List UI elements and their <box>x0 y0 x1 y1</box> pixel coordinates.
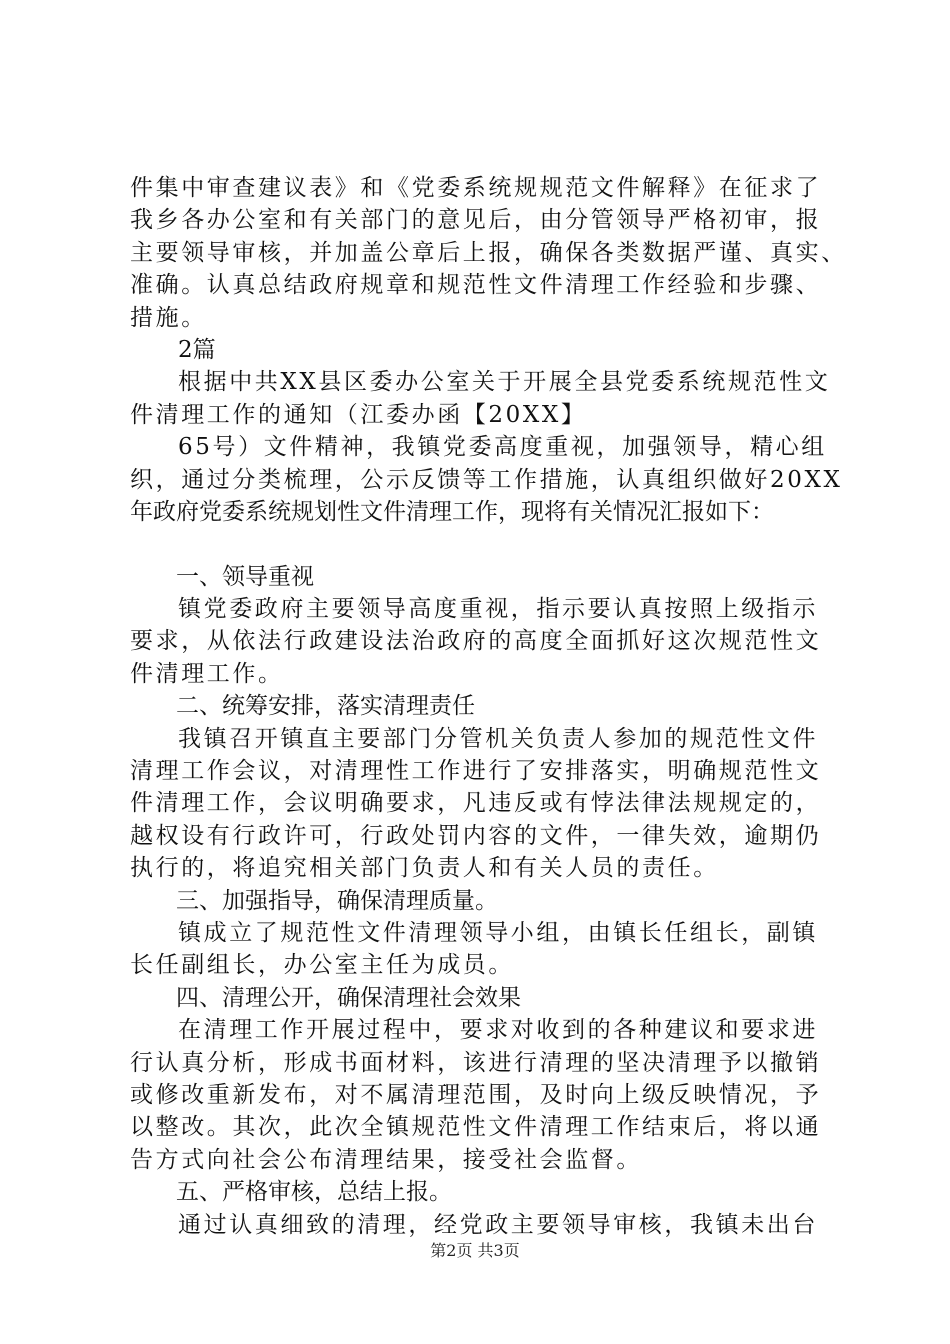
section-heading: 三、加强指导，确保清理质量。 <box>176 887 498 914</box>
paragraph-start: 我镇召开镇直主要部门分管机关负责人参加的规范性文件 <box>178 725 818 752</box>
blank-line <box>130 528 830 560</box>
page-number-footer: 第2页 共3页 <box>430 1241 520 1260</box>
text-line: 件清理工作，会议明确要求，凡违反或有悖法律法规规定的， <box>130 790 822 817</box>
section-heading: 2篇 <box>178 336 216 363</box>
text-line: 长任副组长，办公室主任为成员。 <box>130 952 514 979</box>
text-line: 要求，从依法行政建设法治政府的高度全面抓好这次规范性文 <box>130 628 822 655</box>
paragraph-start: 在清理工作开展过程中，要求对收到的各种建议和要求进 <box>178 1017 818 1044</box>
paragraph-start: 镇成立了规范性文件清理领导小组，由镇长任组长，副镇 <box>178 919 818 946</box>
text-line: 措施。 <box>130 304 207 331</box>
section-heading: 一、领导重视 <box>176 563 314 590</box>
text-line: 准确。认真总结政府规章和规范性文件清理工作经验和步骤、 <box>130 272 822 299</box>
text-line: 告方式向社会公布清理结果，接受社会监督。 <box>130 1146 642 1173</box>
text-line: 执行的，将追究相关部门负责人和有关人员的责任。 <box>130 855 719 882</box>
text-line: 或修改重新发布，对不属清理范围，及时向上级反映情况，予 <box>130 1081 822 1108</box>
text-line: 织，通过分类梳理，公示反馈等工作措施，认真组织做好20XX <box>130 466 843 493</box>
paragraph-start: 镇党委政府主要领导高度重视，指示要认真按照上级指示 <box>178 596 818 623</box>
text-line: 件清理工作。 <box>130 660 284 687</box>
document-body <box>130 172 847 1241</box>
paragraph-start: 通过认真细致的清理，经党政主要领导审核，我镇未出台 <box>178 1211 818 1238</box>
text-line: 件清理工作的通知（江委办函【20XX】 <box>130 401 587 428</box>
text-line: 65号）文件精神，我镇党委高度重视，加强领导，精心组 <box>178 434 827 461</box>
section-heading: 二、统筹安排，落实清理责任 <box>176 693 475 720</box>
text-line: 清理工作会议，对清理性工作进行了安排落实，明确规范性文 <box>130 758 822 785</box>
text-line: 年政府党委系统规划性文件清理工作，现将有关情况汇报如下： <box>130 498 774 525</box>
section-heading: 四、清理公开，确保清理社会效果 <box>176 984 521 1011</box>
paragraph-start: 根据中共XX县区委办公室关于开展全县党委系统规范性文 <box>178 369 831 396</box>
text-line: 以整改。其次，此次全镇规范性文件清理工作结束后，将以通 <box>130 1114 822 1141</box>
text-line: 我乡各办公室和有关部门的意见后，由分管领导严格初审，报 <box>130 207 822 234</box>
text-line: 越权设有行政许可，行政处罚内容的文件，一律失效，逾期仍 <box>130 822 822 849</box>
text-line: 主要领导审核，并加盖公章后上报，确保各类数据严谨、真实、 <box>130 239 847 266</box>
text-line: 行认真分析，形成书面材料，该进行清理的坚决清理予以撤销 <box>130 1049 822 1076</box>
text-line: 件集中审查建议表》和《党委系统规规范文件解释》在征求了 <box>130 175 822 201</box>
section-heading: 五、严格审核，总结上报。 <box>176 1179 452 1206</box>
